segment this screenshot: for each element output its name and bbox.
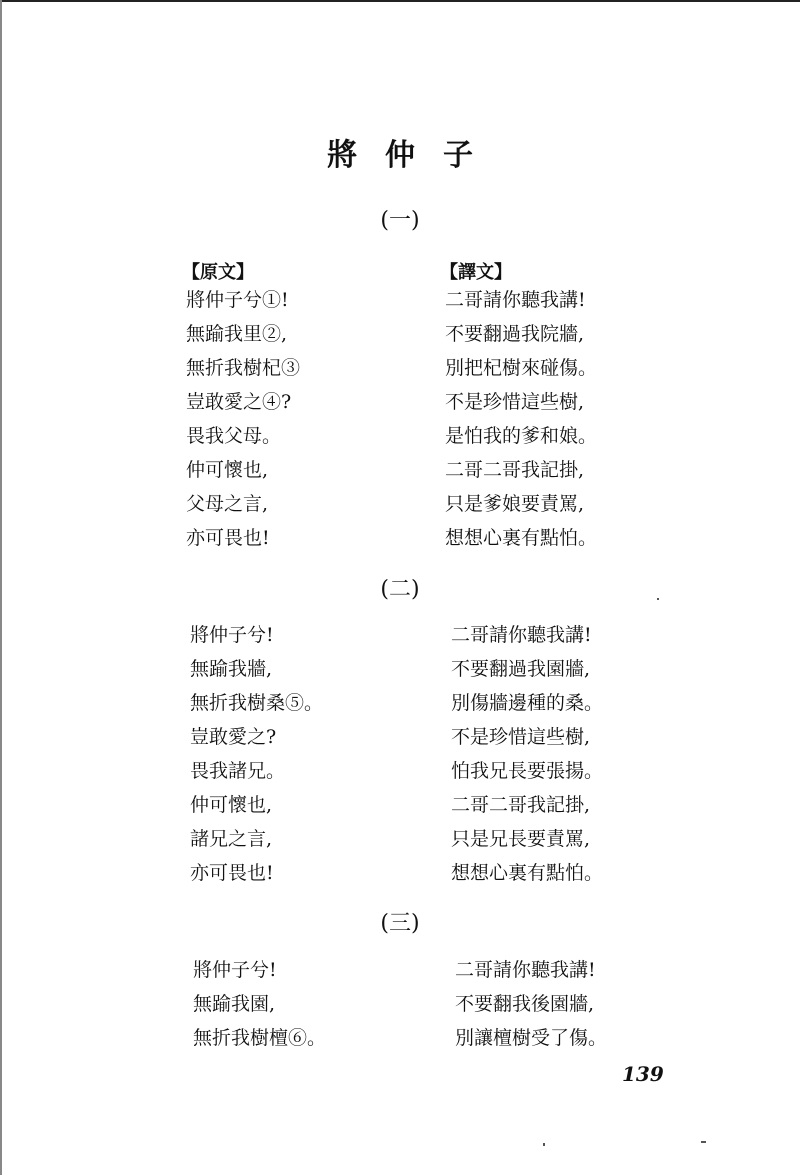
section-3-heading: (三): [380, 911, 420, 936]
poem-title: 將仲子: [327, 138, 501, 173]
section-3-translation-lines: [455, 953, 607, 1055]
translation-line: 不要翻我後園牆,: [455, 993, 595, 1015]
original-line: 無折我樹檀⑥。: [193, 1027, 327, 1049]
original-line: 無踰我園,: [193, 993, 276, 1015]
scan-speck: [543, 1143, 545, 1146]
translation-line: 二哥請你聽我講!: [445, 289, 586, 311]
translation-label: 【譯文】: [440, 262, 512, 283]
section-1-heading: (一): [380, 208, 420, 233]
translation-line: 只是爹娘要責罵,: [445, 493, 585, 515]
original-line: 將仲子兮①!: [186, 289, 289, 311]
scan-speck: [701, 1141, 706, 1143]
translation-line: 想想心裏有點怕。: [451, 862, 604, 884]
original-line: 亦可畏也!: [186, 527, 270, 549]
scan-speck: [657, 598, 659, 600]
original-line: 將仲子兮!: [193, 959, 277, 981]
translation-line: 不要翻過我園牆,: [451, 658, 591, 680]
original-line: 畏我諸兄。: [190, 760, 286, 782]
original-line: 父母之言,: [186, 493, 269, 515]
section-3-original-lines: [193, 953, 326, 1055]
original-line: 豈敢愛之?: [190, 726, 277, 748]
original-line: 無折我樹杞③: [186, 357, 301, 379]
original-line: 諸兄之言,: [190, 828, 273, 850]
translation-line: 是怕我的爹和娘。: [445, 425, 598, 447]
original-line: 仲可懷也,: [190, 794, 273, 816]
translation-line: 不是珍惜這些樹,: [451, 726, 591, 748]
section-2-original-lines: [190, 618, 323, 890]
original-text-label: 【原文】: [182, 262, 254, 283]
translation-line: 不是珍惜這些樹,: [445, 391, 585, 413]
original-line: 無折我樹桑⑤。: [190, 692, 324, 714]
top-border: [0, 0, 800, 2]
translation-line: 二哥二哥我記掛,: [445, 459, 585, 481]
translation-line: 二哥請你聽我講!: [455, 959, 596, 981]
translation-line: 別讓檀樹受了傷。: [455, 1027, 608, 1049]
translation-line: 別傷牆邊種的桑。: [451, 692, 604, 714]
translation-line: 不要翻過我院牆,: [445, 323, 585, 345]
original-line: 無踰我牆,: [190, 658, 273, 680]
translation-line: 別把杞樹來碰傷。: [445, 357, 598, 379]
translation-line: 怕我兄長要張揚。: [451, 760, 604, 782]
original-line: 豈敢愛之④?: [186, 391, 292, 413]
section-2-heading: (二): [380, 577, 420, 602]
translation-line: 想想心裏有點怕。: [445, 527, 598, 549]
translation-line: 只是兄長要責罵,: [451, 828, 591, 850]
page-number: 139: [622, 1062, 664, 1086]
original-line: 無踰我里②,: [186, 323, 288, 345]
original-line: 仲可懷也,: [186, 459, 269, 481]
original-line: 將仲子兮!: [190, 624, 274, 646]
translation-line: 二哥二哥我記掛,: [451, 794, 591, 816]
original-line: 畏我父母。: [186, 425, 282, 447]
section-2-translation-lines: [451, 618, 603, 890]
translation-line: 二哥請你聽我講!: [451, 624, 592, 646]
section-1-original-lines: [186, 283, 300, 555]
original-line: 亦可畏也!: [190, 862, 274, 884]
section-1-translation-lines: [445, 283, 597, 555]
